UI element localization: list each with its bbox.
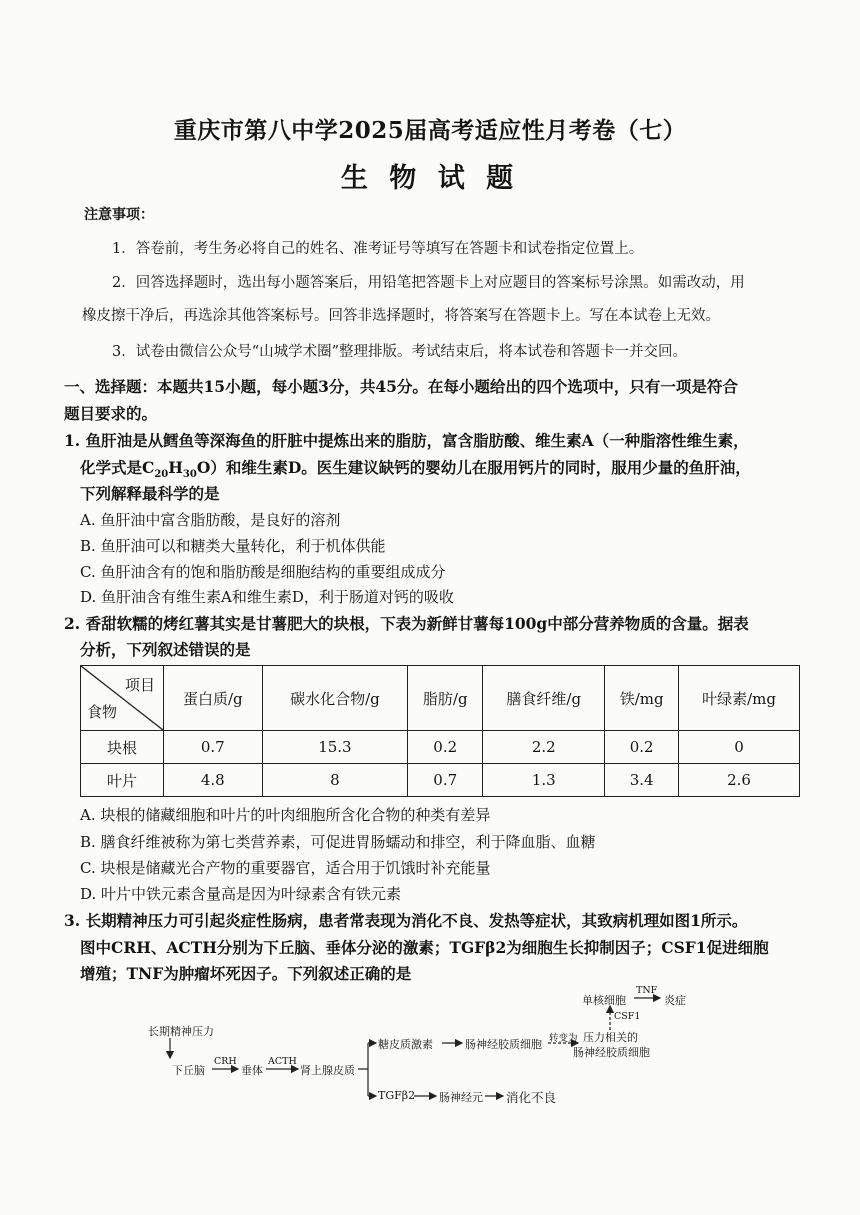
q1-option-a: A. 鱼肝油中富含脂肪酸，是良好的溶剂	[80, 511, 341, 529]
table-row-label: 块根	[81, 731, 164, 764]
label-tnf: TNF	[636, 985, 658, 996]
node-enteric-glia: 肠神经胶质细胞	[465, 1038, 542, 1051]
q2-stem-line2: 分析，下列叙述错误的是	[80, 640, 251, 659]
q2-stem-line1: 2. 香甜软糯的烤红薯其实是甘薯肥大的块根，下表为新鲜甘薯每100g中部分营养物质的含量。据表	[64, 614, 749, 633]
section-heading: 一、选择题：本题共15小题，每小题3分，共45分。在每小题给出的四个选项中，只有一项是符合	[64, 377, 738, 396]
node-hypothalamus: 下丘脑	[172, 1064, 205, 1077]
notice-item-1: 1．答卷前，考生务必将自己的姓名、准考证号等填写在答题卡和试卷指定位置上。	[112, 241, 644, 257]
notice-heading: 注意事项：	[84, 207, 154, 223]
table-header-cell: 脂肪/g	[408, 666, 483, 731]
table-cell: 8	[262, 764, 408, 797]
q2-option-b: B. 膳食纤维被称为第七类营养素，可促进胃肠蠕动和排空，利于降血脂、血糖	[80, 833, 596, 851]
table-cell: 0.2	[605, 731, 679, 764]
table-cell: 0.7	[408, 764, 483, 797]
q2-option-d: D. 叶片中铁元素含量高是因为叶绿素含有铁元素	[80, 885, 402, 903]
node-pituitary: 垂体	[241, 1064, 263, 1077]
q3-stem-line2: 图中CRH、ACTH分别为下丘脑、垂体分泌的激素；TGFβ2为细胞生长抑制因子；CSF1促进细胞	[80, 938, 769, 957]
q1-stem-line2: 化学式是$C_{20}H_{30}O$）和维生素D。医生建议缺钙的婴幼儿在服用钙片的同时，服用少量的鱼肝油，	[80, 458, 751, 481]
node-adrenal-cortex: 肾上腺皮质	[300, 1064, 355, 1077]
table-header-cell: 蛋白质/g	[164, 666, 263, 731]
table-cell: 0.2	[408, 731, 483, 764]
node-indigestion: 消化不良	[506, 1090, 557, 1105]
label-acth: ACTH	[268, 1056, 297, 1067]
corner-label-item: 项目	[124, 676, 155, 694]
label-csf1: CSF1	[614, 1011, 641, 1022]
table-cell: 2.2	[483, 731, 605, 764]
node-enteric-neuron: 肠神经元	[439, 1091, 483, 1104]
node-monocyte: 单核细胞	[582, 994, 626, 1007]
table-cell: 3.4	[605, 764, 679, 797]
table-header-cell: 碳水化合物/g	[262, 666, 408, 731]
node-tgf-beta2: TGFβ2	[378, 1089, 416, 1102]
q2-option-c: C. 块根是储藏光合产物的重要器官，适合用于饥饿时补充能量	[80, 859, 491, 877]
node-stress: 长期精神压力	[148, 1025, 214, 1038]
table-header-cell: 叶绿素/mg	[679, 666, 800, 731]
notice-item-3: 3．试卷由微信公众号“山城学术圈”整理排版。考试结束后，将本试卷和答题卡一并交回。	[112, 344, 688, 360]
node-inflammation: 炎症	[664, 994, 686, 1007]
q1-stem-line1: 1. 鱼肝油是从鳕鱼等深海鱼的肝脏中提炼出来的脂肪，富含脂肪酸、维生素A（一种脂溶性维生素，	[64, 431, 749, 450]
section-heading-cont: 题目要求的。	[64, 404, 158, 423]
node-glucocorticoid: 糖皮质激素	[378, 1038, 433, 1051]
q1-option-b: B. 鱼肝油可以和糖类大量转化，利于机体供能	[80, 537, 386, 555]
page-title: 重庆市第八中学2025届高考适应性月考卷（七）	[173, 117, 687, 144]
q1-stem-line3: 下列解释最科学的是	[80, 484, 220, 503]
notice-item-2: 2．回答选择题时，选出每小题答案后，用铅笔把答题卡上对应题目的答案标号涂黑。如需改动，用	[112, 275, 745, 291]
q3-stem-line1: 3. 长期精神压力可引起炎症性肠病，患者常表现为消化不良、发热等症状，其致病机理如图1所示。	[64, 911, 748, 930]
page-subtitle: 生 物 试 题	[340, 163, 520, 194]
table-cell: 15.3	[262, 731, 408, 764]
notice-item-2-cont: 橡皮擦干净后，再选涂其他答案标号。回答非选择题时，将答案写在答题卡上。写在本试卷上无效。	[82, 308, 720, 324]
q1-option-d: D. 鱼肝油含有维生素A和维生素D，利于肠道对钙的吸收	[80, 588, 454, 606]
label-crh: CRH	[214, 1056, 237, 1067]
table-cell: 0	[679, 731, 800, 764]
table-row-label: 叶片	[81, 764, 164, 797]
node-stress-glia-line2: 肠神经胶质细胞	[573, 1046, 650, 1059]
corner-label-food: 食物	[87, 703, 118, 721]
node-stress-glia-line1: 压力相关的	[583, 1031, 638, 1044]
table-header-cell: 膳食纤维/g	[483, 666, 605, 731]
table-cell: 1.3	[483, 764, 605, 797]
q3-stem-line3: 增殖；TNF为肿瘤坏死因子。下列叙述正确的是	[80, 964, 412, 983]
table-header-cell: 铁/mg	[605, 666, 679, 731]
table-cell: 4.8	[164, 764, 263, 797]
q2-option-a: A. 块根的储藏细胞和叶片的叶肉细胞所含化合物的种类有差异	[80, 806, 491, 824]
table-cell: 2.6	[679, 764, 800, 797]
q1-option-c: C. 鱼肝油含有的饱和脂肪酸是细胞结构的重要组成成分	[80, 563, 446, 581]
table-cell: 0.7	[164, 731, 263, 764]
label-transform: 转变为	[549, 1033, 578, 1044]
